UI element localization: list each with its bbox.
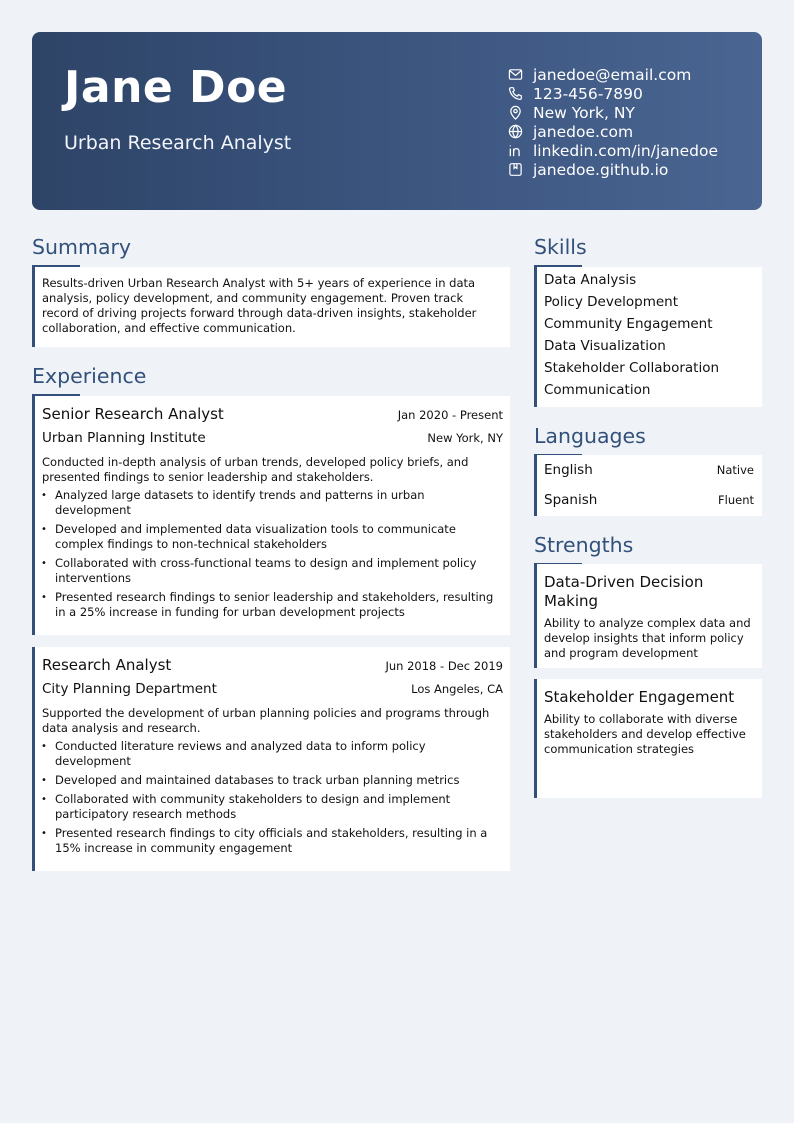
strengths-heading-text: Strengths (534, 533, 634, 557)
linkedin-icon (508, 143, 523, 158)
job-location: New York, NY (427, 431, 503, 445)
strength-description: Ability to collaborate with diverse stakeholders and develop effective communication strategies (544, 712, 746, 756)
location-icon (508, 105, 523, 120)
job-bullet: • Conducted literature reviews and analyzed data to inform policy development (55, 739, 502, 769)
job-subheader (35, 681, 510, 697)
strength-description: Ability to analyze complex data and develop insights that inform policy and program development (544, 616, 751, 660)
languages-heading (534, 426, 646, 447)
contact-github-text: janedoe.github.io (533, 160, 669, 179)
job-organization: Urban Planning Institute (42, 430, 206, 446)
job-dates: Jan 2020 - Present (397, 408, 503, 422)
summary-card (32, 267, 510, 347)
job-bullet: • Presented research findings to senior leadership and stakeholders, resulting in a 25% increase in funding for urban development projects (55, 590, 502, 620)
language-name: Spanish (544, 492, 598, 508)
language-row (537, 455, 762, 485)
job-bullets (35, 488, 510, 620)
job-bullet: • Presented research findings to city officials and stakeholders, resulting in a 15% increase in community engagement (55, 826, 502, 856)
job-location: Los Angeles, CA (411, 682, 503, 696)
skill-item: Stakeholder Collaboration (544, 360, 720, 376)
job-bullet: • Developed and maintained databases to track urban planning metrics (55, 773, 502, 788)
contact-website[interactable] (508, 122, 718, 141)
contact-phone[interactable] (508, 84, 718, 103)
job-header (35, 656, 510, 674)
languages-heading-text: Languages (534, 424, 646, 448)
summary-text: Results-driven Urban Research Analyst with 5+ years of experience in data analysis, policy development, and community engagement. Proven track record of driving projects forward through data-driven insights, stakeholder collaboration, and effective communication. (42, 276, 477, 335)
job-bullet: • Collaborated with community stakeholders to design and implement participatory research methods (55, 792, 502, 822)
language-level: Fluent (718, 493, 754, 507)
job-card (32, 396, 510, 635)
strengths-heading (534, 535, 633, 556)
contact-list (508, 65, 718, 179)
github-icon (508, 162, 523, 177)
job-dates: Jun 2018 - Dec 2019 (385, 659, 503, 673)
summary-heading (32, 237, 131, 258)
job-description: Supported the development of urban planning policies and programs through data analysis and research. (42, 706, 490, 735)
skill-item: Community Engagement (544, 316, 713, 332)
strength-title: Stakeholder Engagement (544, 688, 735, 706)
candidate-title: Urban Research Analyst (64, 132, 292, 154)
contact-linkedin[interactable] (508, 141, 718, 160)
strength-title: Data-Driven Decision Making (544, 573, 704, 610)
skills-heading-text: Skills (534, 235, 587, 259)
language-level: Native (716, 463, 754, 477)
job-description: Conducted in-depth analysis of urban trends, developed policy briefs, and presented findings to senior leadership and stakeholders. (42, 455, 469, 484)
skills-heading (534, 237, 587, 258)
language-row (537, 485, 762, 515)
contact-location (508, 103, 718, 122)
phone-icon (508, 86, 523, 101)
contact-github[interactable] (508, 160, 718, 179)
skills-card (534, 267, 762, 407)
contact-linkedin-text: linkedin.com/in/janedoe (533, 141, 718, 160)
job-bullet: • Developed and implemented data visualization tools to communicate complex findings to non-technical stakeholders (55, 522, 502, 552)
job-role: Senior Research Analyst (42, 405, 224, 423)
skill-item: Communication (544, 382, 651, 398)
contact-phone-text: 123-456-7890 (533, 84, 643, 103)
mail-icon (508, 67, 523, 82)
contact-email[interactable] (508, 65, 718, 84)
resume-header (32, 32, 762, 210)
skill-item: Data Visualization (544, 338, 666, 354)
job-organization: City Planning Department (42, 681, 217, 697)
globe-icon (508, 124, 523, 139)
skill-item: Data Analysis (544, 272, 637, 288)
job-bullet: • Collaborated with cross-functional teams to design and implement policy interventions (55, 556, 502, 586)
contact-location-text: New York, NY (533, 103, 635, 122)
experience-heading (32, 366, 146, 387)
job-bullets (35, 739, 510, 856)
job-subheader (35, 430, 510, 446)
skill-item: Policy Development (544, 294, 679, 310)
strength-card (534, 564, 762, 668)
language-name: English (544, 462, 593, 478)
contact-website-text: janedoe.com (533, 122, 634, 141)
job-card (32, 647, 510, 871)
strength-card (534, 679, 762, 798)
candidate-name: Jane Doe (64, 62, 288, 113)
job-bullet: • Analyzed large datasets to identify trends and patterns in urban development (55, 488, 502, 518)
job-header (35, 405, 510, 423)
summary-heading-text: Summary (32, 235, 132, 259)
languages-card (534, 455, 762, 516)
experience-heading-text: Experience (32, 364, 147, 388)
contact-email-text: janedoe@email.com (533, 65, 692, 84)
job-role: Research Analyst (42, 656, 172, 674)
